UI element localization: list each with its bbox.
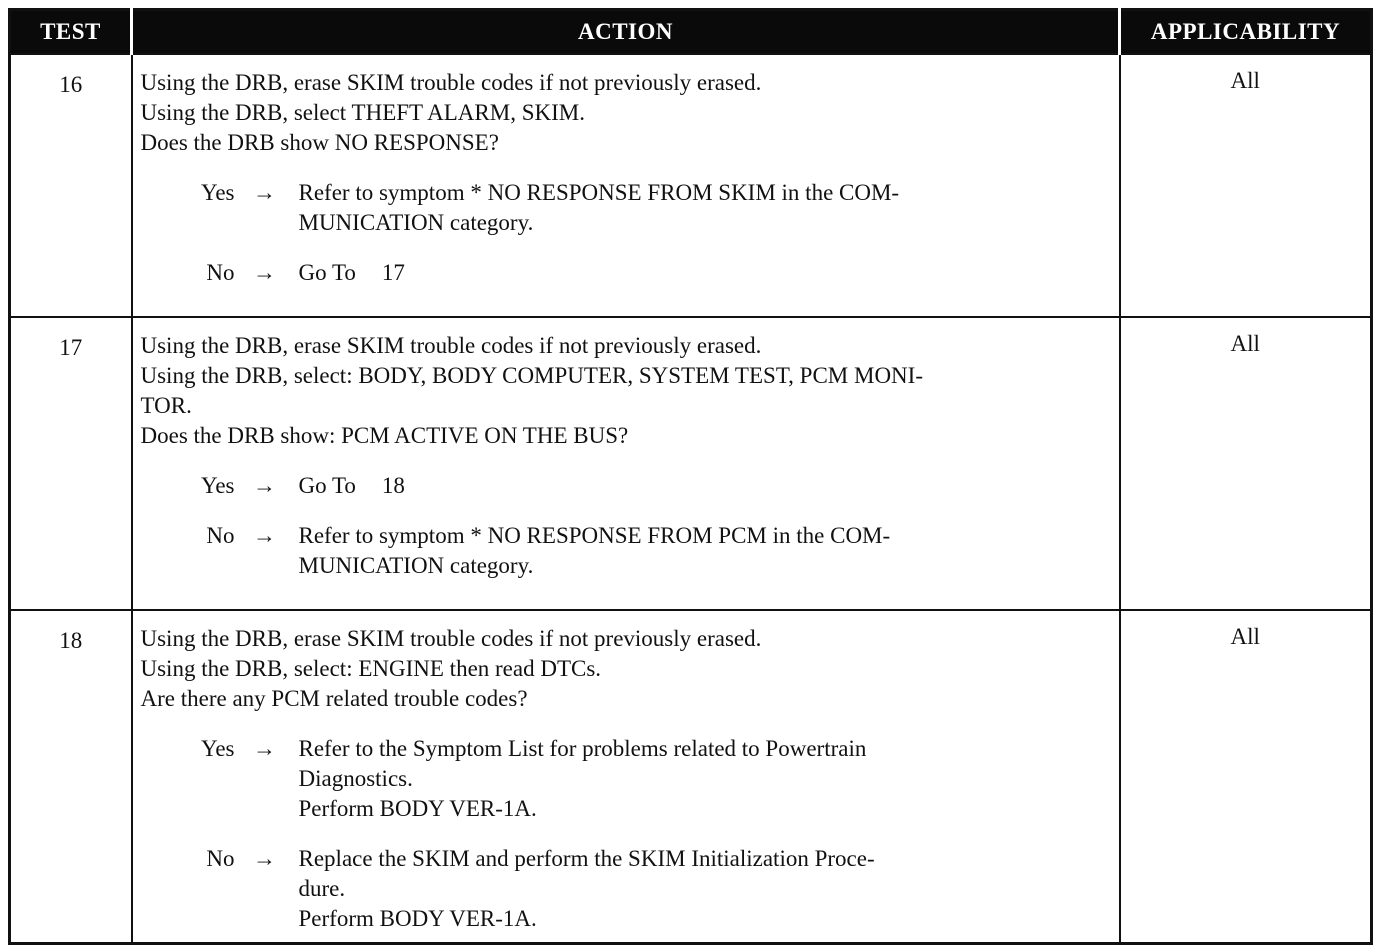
no-text-line: dure.: [298, 876, 346, 901]
yes-text: [283, 734, 1113, 824]
arrow-icon: →: [253, 473, 276, 498]
table-row: [10, 317, 1372, 610]
table-row: [10, 54, 1372, 317]
action-line: Using the DRB, erase SKIM trouble codes if not previously erased.: [140, 333, 762, 358]
arrow-icon: →: [253, 260, 276, 285]
yes-text-line: Perform BODY VER-1A.: [298, 796, 537, 821]
arrow-icon: →: [253, 736, 276, 761]
no-answer: [141, 258, 1113, 288]
action-line: Using the DRB, select THEFT ALARM, SKIM.: [140, 100, 585, 125]
go-to-label: Go To: [298, 473, 356, 498]
no-text-line: Replace the SKIM and perform the SKIM Initialization Proce-: [298, 846, 875, 871]
no-text-line: MUNICATION category.: [298, 553, 534, 578]
action-line: Using the DRB, erase SKIM trouble codes if not previously erased.: [140, 70, 762, 95]
yes-text-line: Refer to symptom * NO RESPONSE FROM SKIM in the COM-: [298, 180, 900, 205]
table-row: [10, 610, 1372, 944]
test-number: 16: [10, 54, 132, 317]
no-label: No: [206, 260, 235, 285]
applicability-value: All: [1120, 317, 1372, 610]
go-to-test-number: 17: [381, 260, 405, 285]
yes-text-line: Diagnostics.: [298, 766, 413, 791]
yes-answer: [141, 178, 1113, 238]
action-line: Are there any PCM related trouble codes?: [140, 686, 528, 711]
diagnostic-table: [8, 8, 1373, 945]
action-line: Using the DRB, erase SKIM trouble codes if not previously erased.: [140, 626, 762, 651]
yes-answer: [141, 471, 1113, 501]
no-text: [283, 844, 1113, 934]
action-line: Using the DRB, select: BODY, BODY COMPUTER, SYSTEM TEST, PCM MONI-: [140, 363, 923, 388]
action-line: Does the DRB show: PCM ACTIVE ON THE BUS?: [140, 423, 629, 448]
action-cell: [132, 54, 1120, 317]
no-label: No: [206, 846, 235, 871]
yes-text: [283, 178, 1113, 238]
applicability-value: All: [1120, 54, 1372, 317]
yes-label: Yes: [201, 736, 235, 761]
arrow-icon: →: [253, 180, 276, 205]
applicability-value: All: [1120, 610, 1372, 944]
no-text: [283, 521, 1113, 581]
action-cell: [132, 610, 1120, 944]
test-number: 17: [10, 317, 132, 610]
yes-text: [283, 471, 1113, 501]
yes-label: Yes: [201, 180, 235, 205]
yes-text-line: Refer to the Symptom List for problems related to Powertrain: [298, 736, 867, 761]
action-line: Does the DRB show NO RESPONSE?: [140, 130, 499, 155]
arrow-icon: →: [253, 846, 276, 871]
action-cell: [132, 317, 1120, 610]
header-test: TEST: [10, 10, 132, 55]
go-to-label: Go To: [298, 260, 356, 285]
no-answer: [141, 521, 1113, 581]
action-line: Using the DRB, select: ENGINE then read DTCs.: [140, 656, 602, 681]
no-text-line: Perform BODY VER-1A.: [298, 906, 537, 931]
yes-answer: [141, 734, 1113, 824]
no-label: No: [206, 523, 235, 548]
no-text: [283, 258, 1113, 288]
yes-text-line: MUNICATION category.: [298, 210, 534, 235]
action-line: TOR.: [140, 393, 192, 418]
no-answer: [141, 844, 1113, 934]
header-row: [10, 10, 1372, 55]
header-applicability: APPLICABILITY: [1120, 10, 1372, 55]
header-action: ACTION: [132, 10, 1120, 55]
test-number: 18: [10, 610, 132, 944]
arrow-icon: →: [253, 523, 276, 548]
no-text-line: Refer to symptom * NO RESPONSE FROM PCM in the COM-: [298, 523, 891, 548]
go-to-test-number: 18: [381, 473, 405, 498]
yes-label: Yes: [201, 473, 235, 498]
